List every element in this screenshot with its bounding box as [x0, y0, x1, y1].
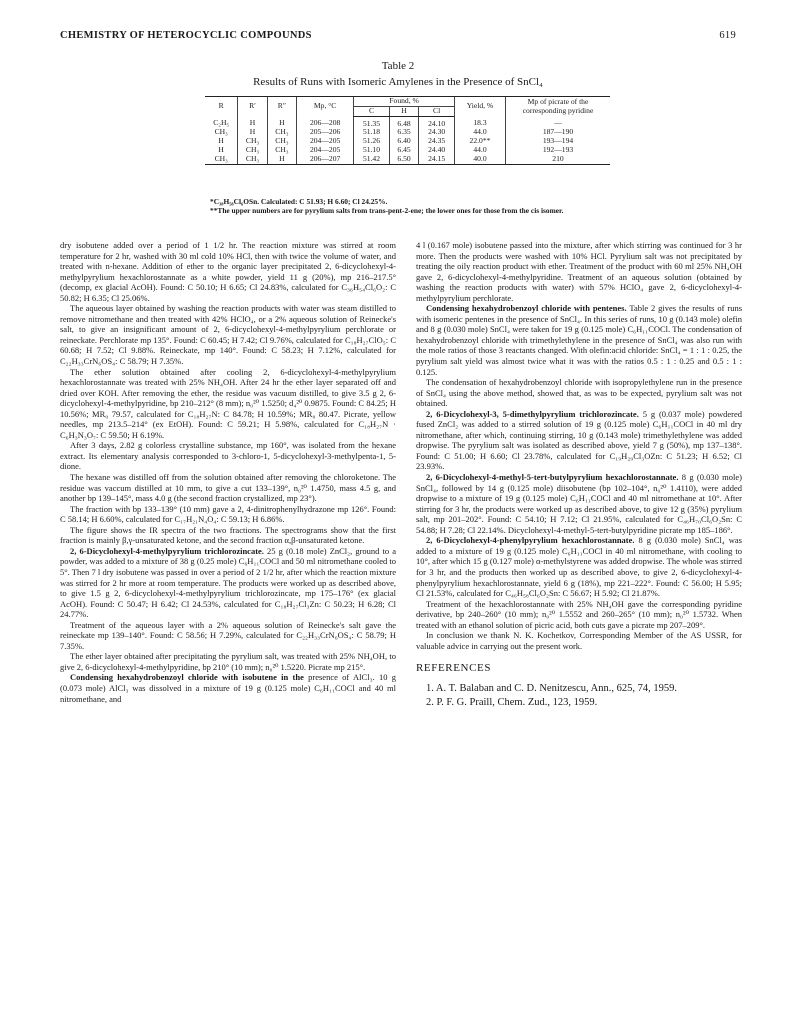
table-cell-r2: H: [267, 116, 296, 128]
table-cell-mp: 206—207: [297, 155, 354, 164]
table-cell-r: C₂H₅: [213, 118, 230, 128]
table-cell-cl: 24.10: [419, 116, 455, 128]
table-cell-r: CH₃: [214, 127, 228, 137]
table-cell-c: 51.35: [354, 116, 390, 128]
table-row: [205, 155, 610, 164]
col-r2: R″: [267, 97, 296, 117]
table-cell-cl: 24.30: [419, 128, 455, 137]
paragraph-text: 8 g (0.030 mole) SnCl₄ was added to a mixture of 19 g (0.125 mole) C₆H₁₁COCl in 40 ml nitromethane, with cooling to 10°, after which 15 g (0.127 mole) α-methylstyrene was added dropwise. The whole was stirred for 3 hr, and the products then worked up as described above, to give 2, 6-dicyclohexyl-4-phenylpyrylium hexachlorostannate, yield 6 g (18%), mp 221–222°. Found: C 56.00; H 5.95; Cl 21.53%, calculated for C₄₆H₅₈Cl₆O₂Sn: C 56.67; H 5.92; Cl 21.87%.: [416, 535, 742, 599]
col-cl: Cl: [419, 106, 455, 116]
table-cell-yield: 18.3: [454, 116, 505, 128]
left-column: [60, 240, 396, 704]
paragraph-text: Treatment of the hexachlorostannate with 25% NH₄OH gave the corresponding pyridine derivative, bp 240–260° (10 mm); n₀²⁰ 1.5552 and 260–265° (10 mm); n₀²⁰ 1.5732. When treated with an ethanol solution of picric acid, both cuts gave a picrate mp 207–209°.: [416, 598, 742, 630]
paragraph-text: The figure shows the IR spectra of the two fractions. The spectrograms show that the first fraction is mainly β,γ-unsaturated ketone, and the second fraction α,β-unsaturated ketone.: [60, 524, 396, 546]
paragraph: [60, 620, 396, 652]
paragraph: [416, 240, 742, 303]
table-cell-picrate: 193—194: [506, 137, 611, 146]
col-yield: Yield, %: [454, 97, 505, 117]
references-list: [416, 682, 742, 710]
table-cell-h: 6.40: [389, 137, 419, 146]
page-number: 619: [719, 30, 736, 41]
table-cell-h: 6.35: [389, 128, 419, 137]
table-cell-r: H: [218, 144, 224, 154]
paragraph: [60, 472, 396, 504]
table-cell-mp: 204—205: [297, 146, 354, 155]
journal-title: CHEMISTRY OF HETEROCYCLIC COMPOUNDS: [60, 30, 312, 41]
paragraph-text: The ether solution obtained after cooling 2, 6-dicyclohexyl-4-methylpyrylium hexachlorostannate was treated with 25% NH₄OH. After 24 hr the ether layer separated off and dried over KOH. After removing the ether, the residue was vacuum distilled, to give 3.5 g 2, 6-dicyclohexyl-4-methylpyridine, bp 210–212° (8 mm); n₀²⁰ 1.5250; d₄²⁰ 0.9875. Found: C 84.25; H 10.56%; MR₀ 79.57, calculated for C₁₈H₂₇N: C 84.78; H 10.59%; MR₀ 80.47. Picrate, yellow needles, mp 213.5–214° (ex EtOH). Found: C 59.21; H 5.98%, calculated for C₁₈H₂₇N · C₆H₃N₃O₇: C 59.50; H 6.19%.: [60, 366, 396, 440]
table-cell-mp: 206—208: [297, 116, 354, 128]
col-mp: Mp, °C: [297, 97, 354, 117]
table-cell-picrate: —: [506, 116, 611, 128]
col-r: R: [205, 97, 238, 117]
paragraph: [416, 630, 742, 651]
paragraph: [416, 303, 742, 377]
paragraph-text: 5 g (0.037 mole) powdered fused ZnCl₂ was added to a stirred solution of 19 g (0.125 mole) C₆H₁₁COCl in 40 ml dry nitromethane, after which, continuing stirring, 10 g (0.143 mole) trimethylethylene was added dropwise. The pyrylium salt was isolated as described above, yield 7 g (50%), mp 137–138°. Found: C 51.00; H 6.60; Cl 23.78%, calculated for C₁₉H₂₉Cl₃OZn: C 51.23; H 6.52; Cl 23.93%.: [416, 408, 743, 472]
col-r1: R′: [238, 97, 267, 117]
paragraph: [416, 535, 742, 598]
table-cell-c: 51.10: [354, 146, 390, 155]
paragraph: [60, 440, 396, 472]
paragraph-text: After 3 days, 2.82 g colorless crystalline substance, mp 160°, was isolated from the hexane extract. Its elementary analysis corresponded to 3-chloro-1, 5-dicyclohexyl-3-methylpenta-1, 5-dione.: [60, 440, 396, 472]
table-cell-r1: CH₃: [238, 155, 267, 164]
col-h: H: [389, 106, 419, 116]
table-cell-c: 51.42: [354, 155, 390, 164]
paragraph-heading: 2, 6-Dicyclohexyl-4-methyl-5-tert-butylpyrylium hexachlorostannate.: [426, 472, 679, 483]
paragraph: [60, 504, 396, 525]
table-cell-picrate: 187—190: [506, 128, 611, 137]
table-cell-r2: CH₃: [267, 128, 296, 137]
table-cell-r2: H: [267, 155, 296, 164]
table-cell-r2: CH₃: [267, 146, 296, 155]
table-cell-yield: 22.0**: [454, 137, 505, 146]
paragraph: [416, 599, 742, 631]
col-found: Found, %: [354, 97, 455, 107]
running-header: [60, 30, 736, 46]
paragraph-heading: 2, 6-Dicyclohexyl-3, 5-dimethylpyrylium trichlorozincate.: [426, 408, 639, 419]
table-number: Table 2: [381, 60, 415, 72]
paragraph-heading: Condensing hexahydrobenzoyl chloride with isobutene in the: [70, 672, 304, 683]
paragraph-text: The hexane was distilled off from the solution obtained after removing the chloroketone. The residue was vaccum distilled at 10 mm, to give a cut 133–139°, n₀²⁰ 1.4750, mass 4.5 g, and another bp 139–145°, mass 4.0 g (the second fraction crystallized, mp 23°).: [60, 472, 396, 504]
table-cell-r: H: [218, 136, 224, 146]
paragraph-text: The condensation of hexahydrobenzoyl chloride with isopropylethylene run in the presence of SnCl₄ using the above method, showed that, as was to be expected, pyrylium salt was not obtained.: [416, 377, 742, 409]
table-cell-cl: 24.35: [419, 137, 455, 146]
paragraph-text: The fraction with bp 133–139° (10 mm) gave a 2, 4-dinitrophenylhydrazone mp 126°. Found: C 58.14; H 6.60%, calculated for C₁₇H₂₁N₄O₄: C 59.13; H 6.86%.: [60, 503, 396, 525]
table-cell-yield: 44.0: [454, 128, 505, 137]
paragraph-text: 4 l (0.167 mole) isobutene passed into the mixture, after which stirring was continued for 3 hr more. Then the products were washed with 10% HCl. Pyrylium salt was not precipitated by treating the oily reaction product with ether. Treatment of the product with 60 ml 25% NH₄OH gave 2, 6-dicyclohexyl-4-methylpyridine. Treatment of an aqueous solution (obtained by washing the reaction products with water) with 57% HClO₄ gave 2, 6-dicyclohexyl-4-methylpyrylium perchlorate.: [416, 240, 742, 303]
table-cell-c: 51.26: [354, 137, 390, 146]
paragraph: [60, 651, 396, 672]
table-cell-c: 51.18: [354, 128, 390, 137]
table-title: Results of Runs with Isomeric Amylenes in the Presence of SnCl₄: [253, 76, 543, 88]
table-cell-cl: 24.40: [419, 146, 455, 155]
table-cell-r2: CH₃: [267, 137, 296, 146]
paragraph: [416, 409, 742, 472]
table-cell-r1: CH₃: [238, 146, 267, 155]
paragraph-heading: Condensing hexahydrobenzoyl chloride with pentenes.: [426, 303, 627, 314]
reference-item: 1. A. T. Balaban and C. D. Nenitzescu, Ann., 625, 74, 1959.: [426, 682, 677, 694]
table-cell-r1: CH₃: [238, 137, 267, 146]
paragraph: [60, 240, 396, 303]
paragraph: [60, 525, 396, 546]
paragraph: [60, 546, 396, 620]
paragraph: [60, 367, 396, 441]
table-cell-h: 6.48: [389, 116, 419, 128]
paragraph-text: In conclusion we thank N. K. Kochetkov, Corresponding Member of the AS USSR, for valuable advice in carrying out the present work.: [416, 630, 742, 651]
paragraph-text: The ether layer obtained after precipitating the pyrylium salt, was treated with 25% NH₄OH, to give 2, 6-dicyclohexyl-4-methylpyridine, bp 210° (10 mm); n₀²⁰ 1.5220. Picrate mp 215°.: [60, 651, 396, 672]
col-c: C: [354, 106, 390, 116]
table-footnote-1: *C₃₈H₅₈Cl₆OSn. Calculated: C 51.93; H 6.60; Cl 24.25%.: [210, 197, 388, 206]
paragraph-heading: 2, 6-Dicyclohexyl-4-methylpyrylium trichlorozincate.: [70, 545, 264, 556]
table-cell-mp: 205—206: [297, 128, 354, 137]
table-cell-r: CH₃: [205, 155, 238, 164]
paragraph: [60, 303, 396, 366]
table-cell-yield: 44.0: [454, 146, 505, 155]
table-cell-picrate: 192—193: [506, 146, 611, 155]
paragraph-text: 25 g (0.18 mole) ZnCl₂, ground to a powder, was added to a mixture of 38 g (0.25 mole) C₆H₁₁COCl and 50 ml nitromethane cooled to 5°. Then 7 l dry isobutene was passed in over a period of 2 1/2 hr, after which the reaction mixture was stirred for 2 hr more at room temperature. The products were worked up as described above, to give 1.5 g 2, 6-dicyclohexyl-4-methylpyrylium trichlorozincate, mp 175–176° (ex glacial AcOH). Found: C 50.47; H 6.42; Cl 24.53%, calculated for C₁₈H₂₇Cl₃Zn: C 50.23; H 6.28; Cl 24.77%.: [60, 545, 396, 620]
paragraph-text: 8 g (0.030 mole) SnCl₄, followed by 14 g (0.125 mole) diisobutene (bp 102–104°, n₀²⁰ 1.4110), were added dropwise to a mixture of 19 g (0.125 mole) C₆H₁₁COCl and 40 ml nitromethane at 10°. After stirring for 3 hr, the products were worked up as described above, to give 12 g (35%) pyrylium salt, mp 201–202°. Found: C 54.10; H 7.12; Cl 21.95%, calculated for C₄₆H₇₀Cl₆O₂Sn: C 54.88; H 7.28; Cl 22.14%. Dicyclohexyl-4-methyl-5-tert-butylpyridine picrate mp 185–186°.: [416, 472, 742, 535]
paragraph: [416, 472, 742, 535]
paragraph-text: The aqueous layer obtained by washing the reaction products with water was steam distilled to remove nitromethane and then treated with 42% HClO₄, or a 2% aqueous solution of Reinecke's salt, to give an insignificant amount of 2, 6-dicyclohexyl-4-methylpyrylium perchlorate or reineckate. Perchlorate mp 135°. Found: C 60.45; H 7.42; Cl 9.76%, calculated for C₁₈H₂₇ClO₅: C 60.68; H 7.52; Cl 9.88%. Reineckate, mp 140°. Found: C 58.23; H 7.12%, calculated for C₂₂H₃₃CrN₆OS₄: C 58.79; H 7.35%.: [60, 303, 396, 367]
table-cell-picrate: 210: [506, 155, 611, 164]
table-cell-mp: 204—205: [297, 137, 354, 146]
reference-item: 2. P. F. G. Praill, Chem. Zud., 123, 1959.: [426, 696, 598, 708]
paragraph: [416, 377, 742, 409]
table-cell-r1: H: [238, 116, 267, 128]
table-cell-cl: 24.15: [419, 155, 455, 164]
table-footnote-2: **The upper numbers are for pyrylium salts from trans-pent-2-ene; the lower ones for those from the cis isomer.: [210, 206, 564, 215]
paragraph-text: Treatment of the aqueous layer with a 2% aqueous solution of Reinecke's salt gave the reineckate mp 139–140°. Found: C 58.56; H 7.29%, calculated for C₂₂H₃₃CrN₆OS₄: C 58.79; H 7.35%.: [60, 619, 396, 651]
table-cell-yield: 40.0: [454, 155, 505, 164]
references-heading: REFERENCES: [416, 662, 492, 675]
paragraph-heading: 2, 6-Dicyclohexyl-4-phenylpyrylium hexachlorostannate.: [426, 535, 635, 546]
paragraph-text: Table 2 gives the results of runs with isomeric pentenes in the presence of SnCl₄. In this series of runs, 10 g (0.143 mole) olefin and 8 g (0.030 mole) SnCl₄ were taken for 19 g (0.125 mole) C₆H₁₁COCl. The condensation of hexahydrobenzoyl chloride with trimethylethylene in the presence of SnCl₄ was also run with the mole ratios of those 3 reactants changed. With olefin:acid chloride: SnCl₄ = 1 : 1 : 0.25, the pyrylium salt yield was almost twice what it was with the ratios 0.5 : 1 : 0.25 and 0.5 : 1 : 0.125.: [416, 303, 743, 377]
table-cell-h: 6.45: [389, 146, 419, 155]
table-cell-r1: H: [238, 128, 267, 137]
table-cell-h: 6.50: [389, 155, 419, 164]
right-column: [416, 240, 742, 710]
col-picrate: Mp of picrate of the corresponding pyridine: [506, 97, 611, 117]
paragraph-text: dry isobutene added over a period of 1 1/2 hr. The reaction mixture was stirred at room temperature for 2 hr, washed with 30 ml cold 10% HCl, then with twice the volume of water, and treated with n-hexane. Addition of ether to the organic layer precipitated 2, 6-dicyclohexyl-4-methylpyrylium hexachlorostannate as a white powder, yield 11 g (20%), mp 216–217.5° (decomp, ex glacial AcOH). Found: C 50.10; H 6.65; Cl 24.83%, calculated for C₃₆H₅₄Cl₆O₂: C 50.82; H 6.35; Cl 25.06%.: [60, 240, 396, 303]
paragraph: [60, 672, 396, 704]
paragraph-text: presence of AlCl₃. 10 g (0.073 mole) AlCl₃ was dissolved in a mixture of 19 g (0.125 mole) C₆H₁₁COCl and 40 ml nitromethane, and: [60, 672, 396, 704]
results-table: [205, 96, 610, 165]
